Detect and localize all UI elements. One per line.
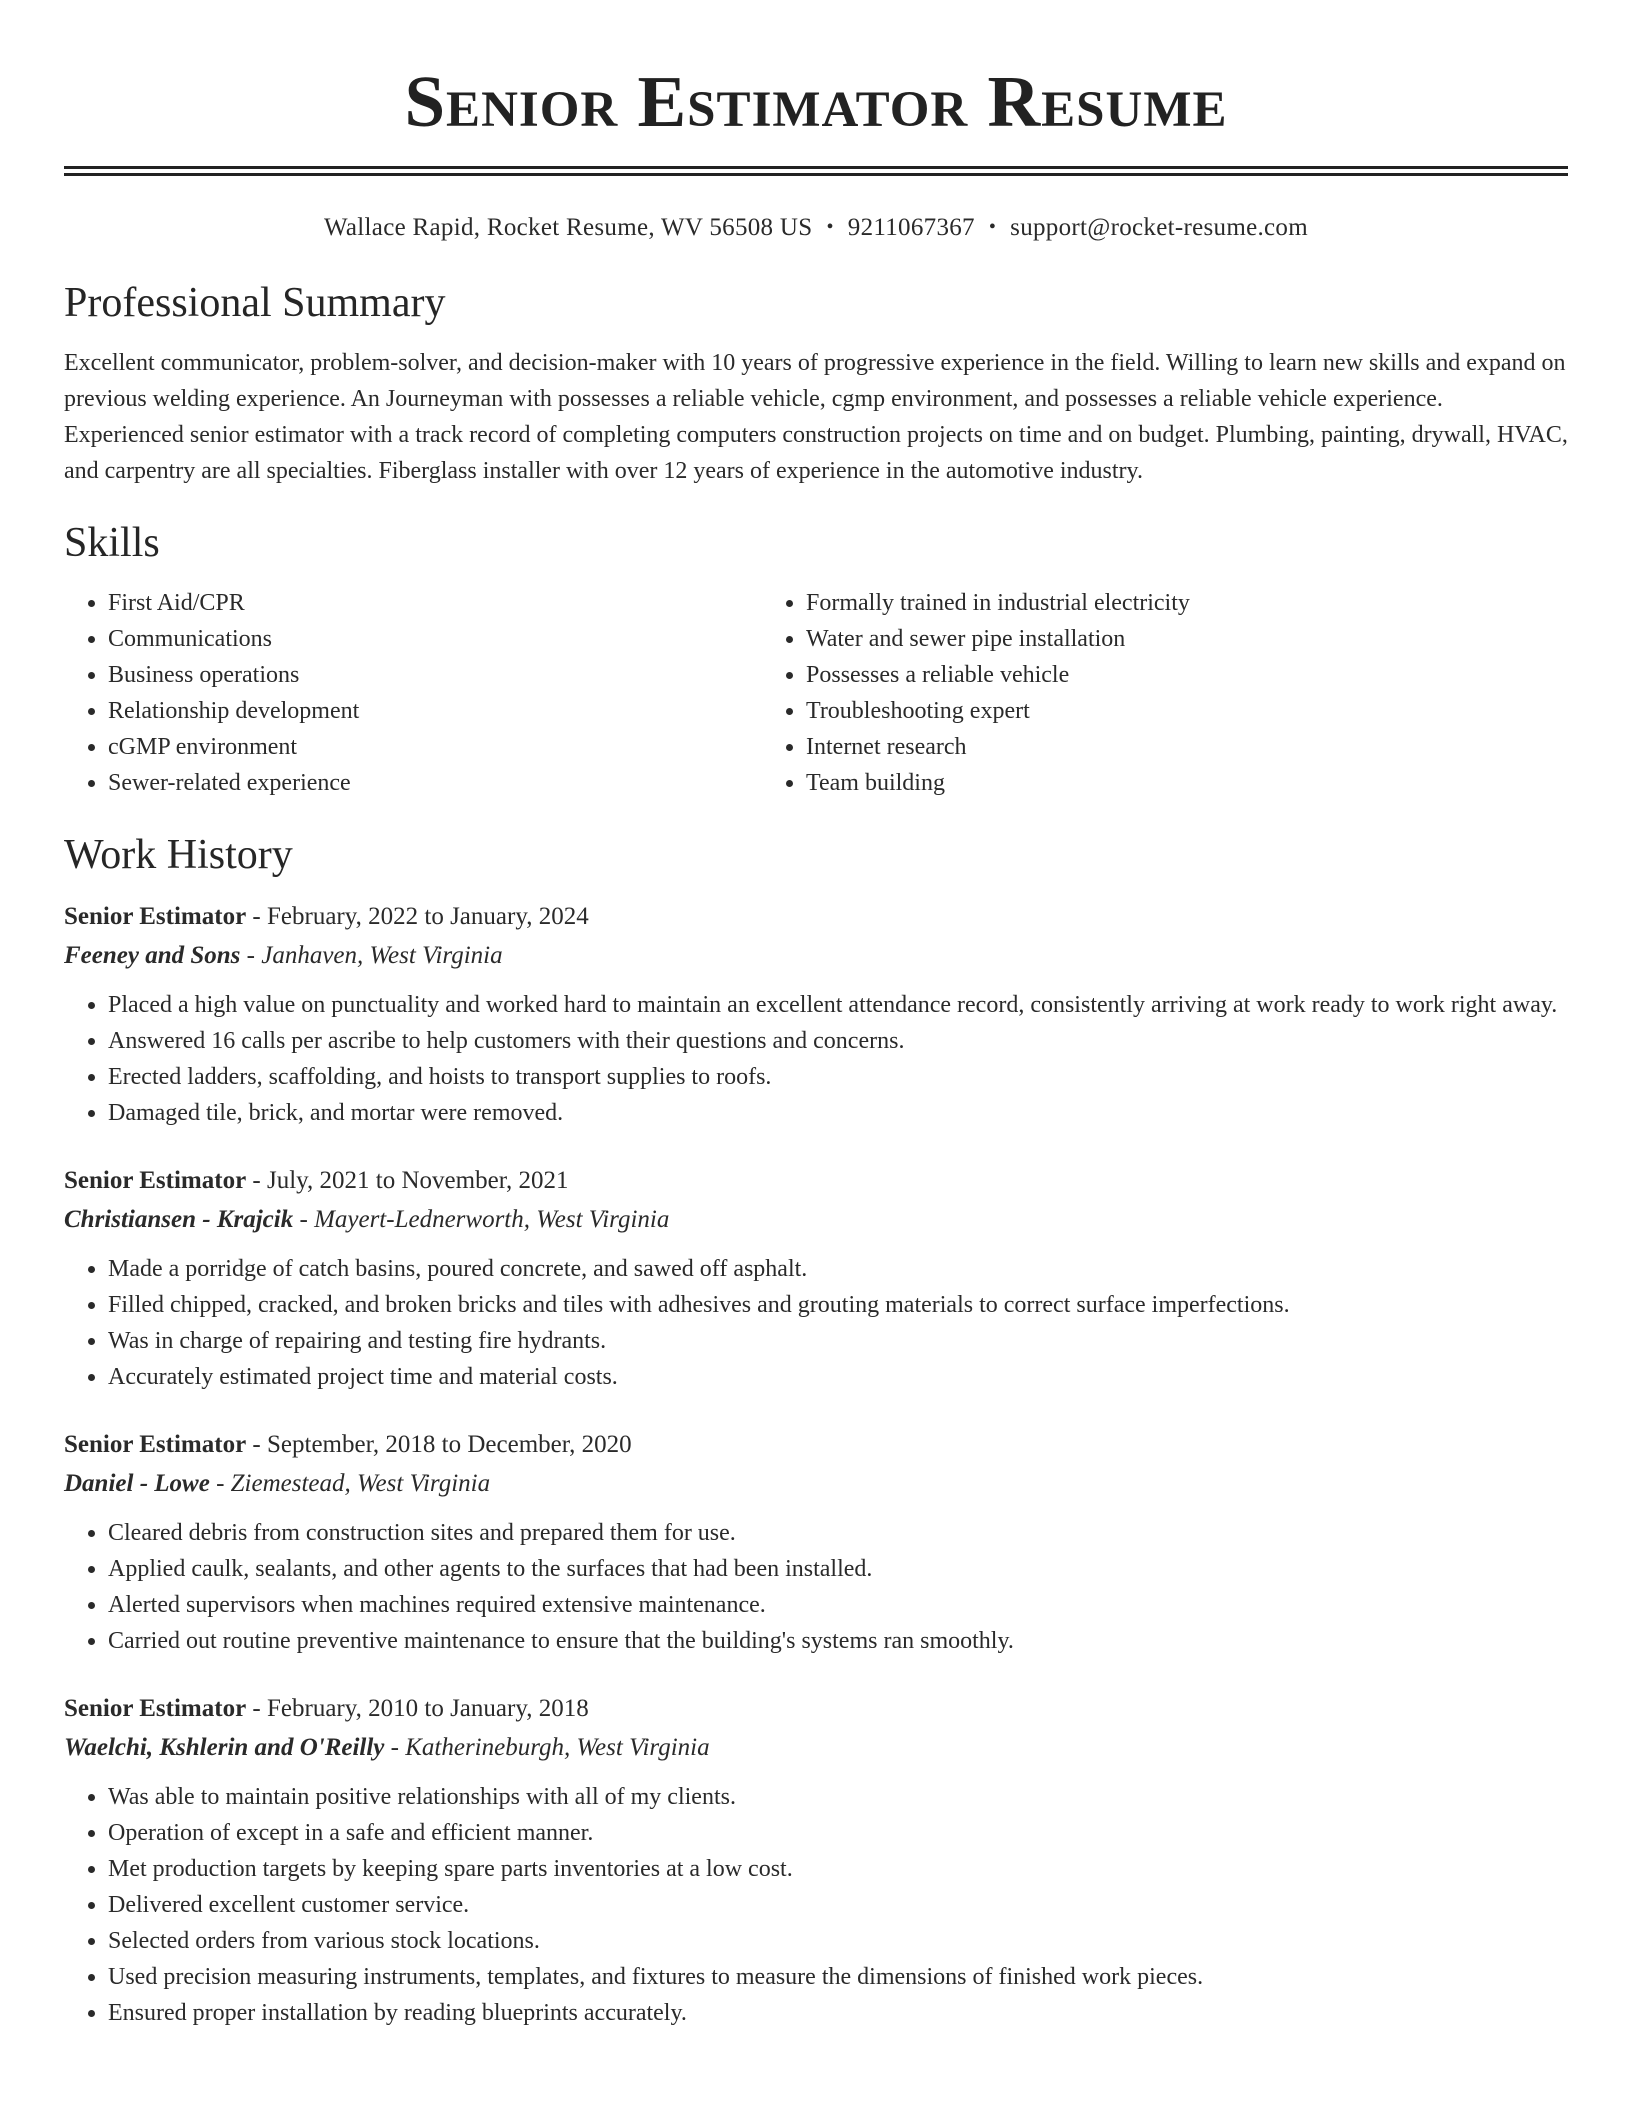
skill-item: • Relationship development — [108, 693, 762, 729]
job-bullet: • Selected orders from various stock locations. — [108, 1923, 1568, 1959]
skills-heading: Skills — [64, 520, 160, 566]
job-bullet: • Used precision measuring instruments, templates, and fixtures to measure the dimensions of finished work pieces. — [108, 1959, 1568, 1995]
job-location: Janhaven, West Virginia — [261, 942, 503, 969]
contact-separator: • — [826, 216, 834, 238]
skill-item: • Communications — [108, 621, 762, 657]
job-bullets — [64, 1251, 1568, 1395]
job-company-line — [64, 1465, 1568, 1503]
skill-item: • Water and sewer pipe installation — [806, 621, 1460, 657]
job-company-line — [64, 1729, 1568, 1767]
skill-item: • Business operations — [108, 657, 762, 693]
dash-separator: - — [384, 1734, 406, 1761]
job-company: Daniel - Lowe — [64, 1470, 210, 1497]
contact-line — [64, 210, 1568, 245]
job-location: Ziemestead, West Virginia — [230, 1470, 491, 1497]
job-location: Mayert-Lednerworth, West Virginia — [314, 1206, 670, 1233]
skill-item: • Sewer-related experience — [108, 765, 762, 801]
dash-separator: - — [240, 942, 262, 969]
skill-item: • Troubleshooting expert — [806, 693, 1460, 729]
title-double-rule — [64, 166, 1568, 176]
contact-email: support@rocket-resume.com — [1010, 214, 1308, 241]
job-company: Feeney and Sons — [64, 942, 241, 969]
job-company-line — [64, 937, 1568, 975]
skill-item: • Internet research — [806, 729, 1460, 765]
contact-separator: • — [988, 216, 997, 238]
job-location: Katherineburgh, West Virginia — [405, 1734, 710, 1761]
job-bullet: • Placed a high value on punctuality and worked hard to maintain an excellent attendance record, consistently arriving at work ready to work right away. — [108, 987, 1568, 1023]
job-bullet: • Operation of except in a safe and efficient manner. — [108, 1815, 1568, 1851]
job-bullet: • Carried out routine preventive maintenance to ensure that the building's systems ran smoothly. — [108, 1623, 1568, 1659]
summary-heading: Professional Summary — [64, 280, 446, 326]
job-role: Senior Estimator — [64, 1167, 247, 1194]
skill-item: • First Aid/CPR — [108, 585, 762, 621]
skill-item: • Formally trained in industrial electricity — [806, 585, 1460, 621]
job-entry — [64, 1425, 1568, 1659]
dash-separator: - — [246, 1431, 267, 1458]
job-bullet: • Erected ladders, scaffolding, and hoists to transport supplies to roofs. — [108, 1059, 1568, 1095]
job-bullets — [64, 1515, 1568, 1659]
dash-separator: - — [246, 1167, 267, 1194]
job-dates: July, 2021 to November, 2021 — [267, 1167, 569, 1194]
job-dates: September, 2018 to December, 2020 — [267, 1431, 632, 1458]
job-bullet: • Alerted supervisors when machines required extensive maintenance. — [108, 1587, 1568, 1623]
job-bullet: • Met production targets by keeping spare parts inventories at a low cost. — [108, 1851, 1568, 1887]
job-bullet: • Ensured proper installation by reading blueprints accurately. — [108, 1995, 1568, 2031]
skills-left-list — [64, 585, 762, 801]
job-bullet: • Accurately estimated project time and material costs. — [108, 1359, 1568, 1395]
contact-address: Wallace Rapid, Rocket Resume, WV 56508 US — [324, 214, 813, 241]
skill-item: • Possesses a reliable vehicle — [806, 657, 1460, 693]
job-title-line — [64, 1425, 1568, 1465]
job-entry — [64, 1689, 1568, 2031]
job-company: Waelchi, Kshlerin and O'Reilly — [64, 1734, 385, 1761]
job-bullet: • Was in charge of repairing and testing fire hydrants. — [108, 1323, 1568, 1359]
job-entry — [64, 1161, 1568, 1395]
skills-columns — [64, 585, 1568, 801]
job-bullet: • Cleared debris from construction sites and prepared them for use. — [108, 1515, 1568, 1551]
resume-title: Senior Estimator Resume — [404, 61, 1228, 142]
job-bullet: • Answered 16 calls per ascribe to help customers with their questions and concerns. — [108, 1023, 1568, 1059]
job-role: Senior Estimator — [64, 1695, 247, 1722]
job-dates: February, 2010 to January, 2018 — [267, 1695, 589, 1722]
job-role: Senior Estimator — [64, 903, 247, 930]
job-bullets — [64, 987, 1568, 1131]
contact-phone: 9211067367 — [847, 214, 975, 241]
job-company: Christiansen - Krajcik — [64, 1206, 294, 1233]
dash-separator: - — [246, 903, 267, 930]
job-bullets — [64, 1779, 1568, 2031]
job-title-line — [64, 1689, 1568, 1729]
skill-item: • cGMP environment — [108, 729, 762, 765]
summary-text: Excellent communicator, problem-solver, and decision-maker with 10 years of progressive experience in the field. Willing to learn new skills and expand on previous welding experience. An Journeyman with possesses a reliable vehicle, cgmp environment, and possesses a reliable vehicle experience. Experienced senior estimator with a track record of completing computers construction projects on time and on budget. Plumbing, painting, drywall, HVAC, and carpentry are all specialties. Fiberglass installer with over 12 years of experience in the automotive industry. — [64, 350, 1568, 484]
work-history-heading: Work History — [64, 832, 293, 878]
job-entry — [64, 897, 1568, 1131]
job-title-line — [64, 1161, 1568, 1201]
skill-item: • Team building — [806, 765, 1460, 801]
job-dates: February, 2022 to January, 2024 — [267, 903, 589, 930]
job-bullet: • Was able to maintain positive relationships with all of my clients. — [108, 1779, 1568, 1815]
dash-separator: - — [246, 1695, 267, 1722]
dash-separator: - — [293, 1206, 315, 1233]
job-bullet: • Made a porridge of catch basins, poured concrete, and sawed off asphalt. — [108, 1251, 1568, 1287]
job-company-line — [64, 1201, 1568, 1239]
job-role: Senior Estimator — [64, 1431, 247, 1458]
job-title-line — [64, 897, 1568, 937]
job-bullet: • Filled chipped, cracked, and broken bricks and tiles with adhesives and grouting materials to correct surface imperfections. — [108, 1287, 1568, 1323]
dash-separator: - — [209, 1470, 231, 1497]
job-bullet: • Delivered excellent customer service. — [108, 1887, 1568, 1923]
skills-right-list — [762, 585, 1460, 801]
job-bullet: • Damaged tile, brick, and mortar were removed. — [108, 1095, 1568, 1131]
job-bullet: • Applied caulk, sealants, and other agents to the surfaces that had been installed. — [108, 1551, 1568, 1587]
